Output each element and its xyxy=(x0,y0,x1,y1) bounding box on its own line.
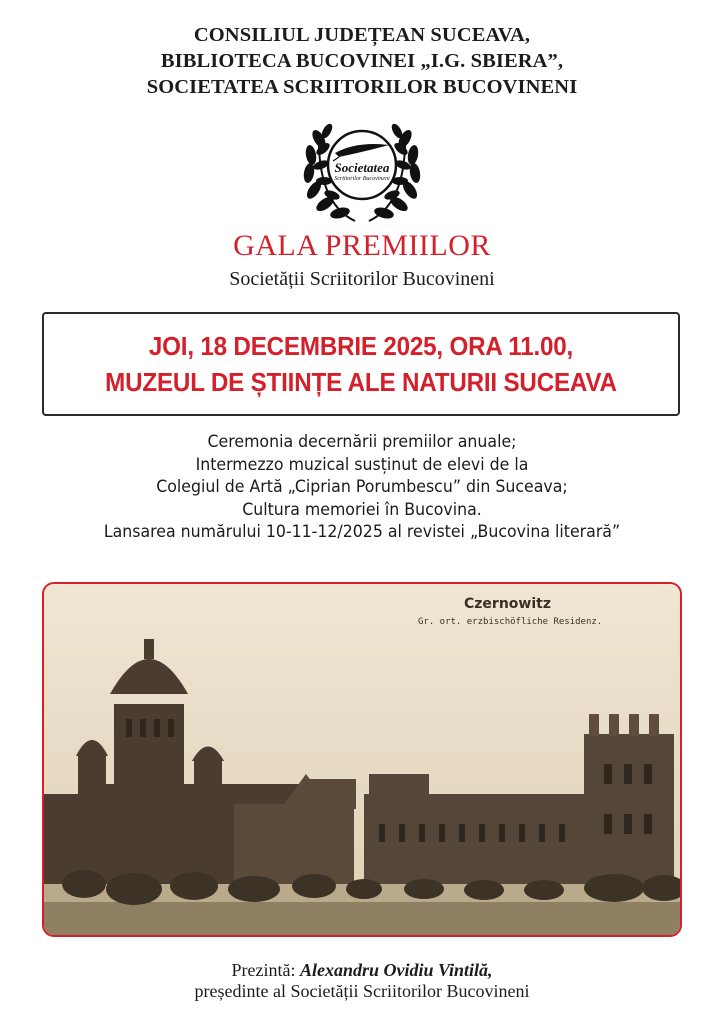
historic-photo xyxy=(42,582,682,937)
program-item: Ceremonia decernării premiilor anuale; xyxy=(207,432,517,451)
organizers-header xyxy=(0,22,724,100)
presenter-name: Alexandru Ovidiu Vintilă, xyxy=(299,960,493,980)
event-details-box xyxy=(42,312,680,416)
program-item: Lansarea numărului 10-11-12/2025 al revistei „Bucovina literară” xyxy=(103,522,621,542)
organizer-line-library: BIBLIOTECA BUCOVINEI „I.G. SBIERA”, xyxy=(160,50,564,72)
program-item: Colegiul de Artă „Ciprian Porumbescu” din Suceava; xyxy=(156,477,568,497)
photo-caption-subtitle: Gr. ort. erzbischöfliche Residenz. xyxy=(418,617,603,627)
event-venue: MUZEUL DE ȘTIINȚE ALE NATURII SUCEAVA xyxy=(105,367,617,397)
society-logo xyxy=(297,113,427,227)
presenter-label: Prezintă: xyxy=(231,960,300,980)
organizer-line-county-council: CONSILIUL JUDEȚEAN SUCEAVA, xyxy=(193,24,531,46)
photo-caption-title: Czernowitz xyxy=(464,596,551,612)
presenter-line xyxy=(0,960,724,981)
residence-building-illustration xyxy=(44,584,680,935)
organizer-line-writers-society: SOCIETATEA SCRIITORILOR BUCOVINENI xyxy=(146,76,578,98)
logo-sub-text: Scriitorilor Bucovineni xyxy=(334,176,390,182)
event-program xyxy=(0,431,724,544)
presenter-info xyxy=(0,960,724,1002)
event-date-time: JOI, 18 DECEMBRIE 2025, ORA 11.00, xyxy=(148,331,574,361)
presenter-role: președinte al Societății Scriitorilor Bucovineni xyxy=(194,981,530,1001)
gala-title: GALA PREMIILOR xyxy=(233,229,491,262)
program-item: Intermezzo muzical susținut de elevi de la xyxy=(195,454,529,474)
gala-subtitle: Societății Scriitorilor Bucovineni xyxy=(229,268,495,290)
logo-main-text: Societatea xyxy=(334,160,390,175)
program-item: Cultura memoriei în Bucovina. xyxy=(242,499,482,519)
